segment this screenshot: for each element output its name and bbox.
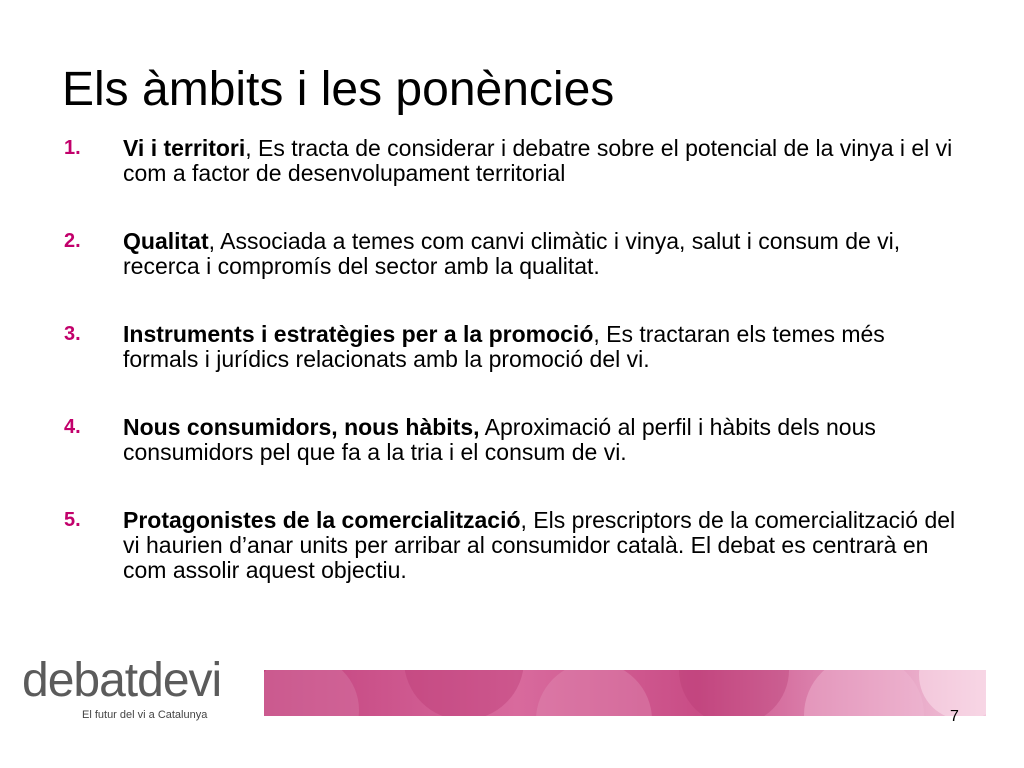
logo-word-devi: devi [137,654,222,707]
list-item [64,322,964,372]
logo-word-debat: debat [22,654,138,707]
list-item [64,136,964,186]
item-term: Protagonistes de la comercialització [123,507,521,533]
item-text [123,415,964,465]
item-description: , Els prescriptors de la comercialització del vi haurien d’anar units per arribar al consumidor català. El debat es centrarà en com assolir aquest objectiu. [123,507,956,583]
item-term: Instruments i estratègies per a la promoció [123,321,594,347]
logo-wordmark [22,655,221,707]
item-term: Nous consumidors, nous hàbits, [123,414,480,440]
list-item [64,508,964,583]
list-item [64,415,964,465]
item-number: 1. [64,137,81,159]
item-description: , Es tracta de considerar i debatre sobre el potencial de la vinya i el vi com a factor de desenvolupament territorial [123,135,953,186]
item-text [123,322,964,372]
item-text [123,136,964,186]
item-description: Aproximació al perfil i hàbits dels nous consumidors pel que fa a la tria i el consum de vi. [123,414,876,465]
item-description: , Associada a temes com canvi climàtic i vinya, salut i consum de vi, recerca i compromís del sector amb la qualitat. [123,228,901,279]
item-term: Vi i territori [123,135,246,161]
item-number: 5. [64,509,81,531]
item-text [123,229,964,279]
band-bubbles-graphic [264,670,986,716]
slide-title: Els àmbits i les ponències [62,63,615,116]
decorative-pink-band [264,670,986,716]
ambits-list [64,136,964,583]
list-item [64,229,964,279]
item-number: 4. [64,416,81,438]
page-number: 7 [950,708,959,725]
item-term: Qualitat [123,228,209,254]
logo-tagline: El futur del vi a Catalunya [82,709,208,721]
debatdevi-logo [22,655,252,725]
item-text [123,508,964,583]
item-number: 3. [64,323,81,345]
item-number: 2. [64,230,81,252]
item-description: , Es tractaran els temes més formals i jurídics relacionats amb la promoció del vi. [123,321,885,372]
